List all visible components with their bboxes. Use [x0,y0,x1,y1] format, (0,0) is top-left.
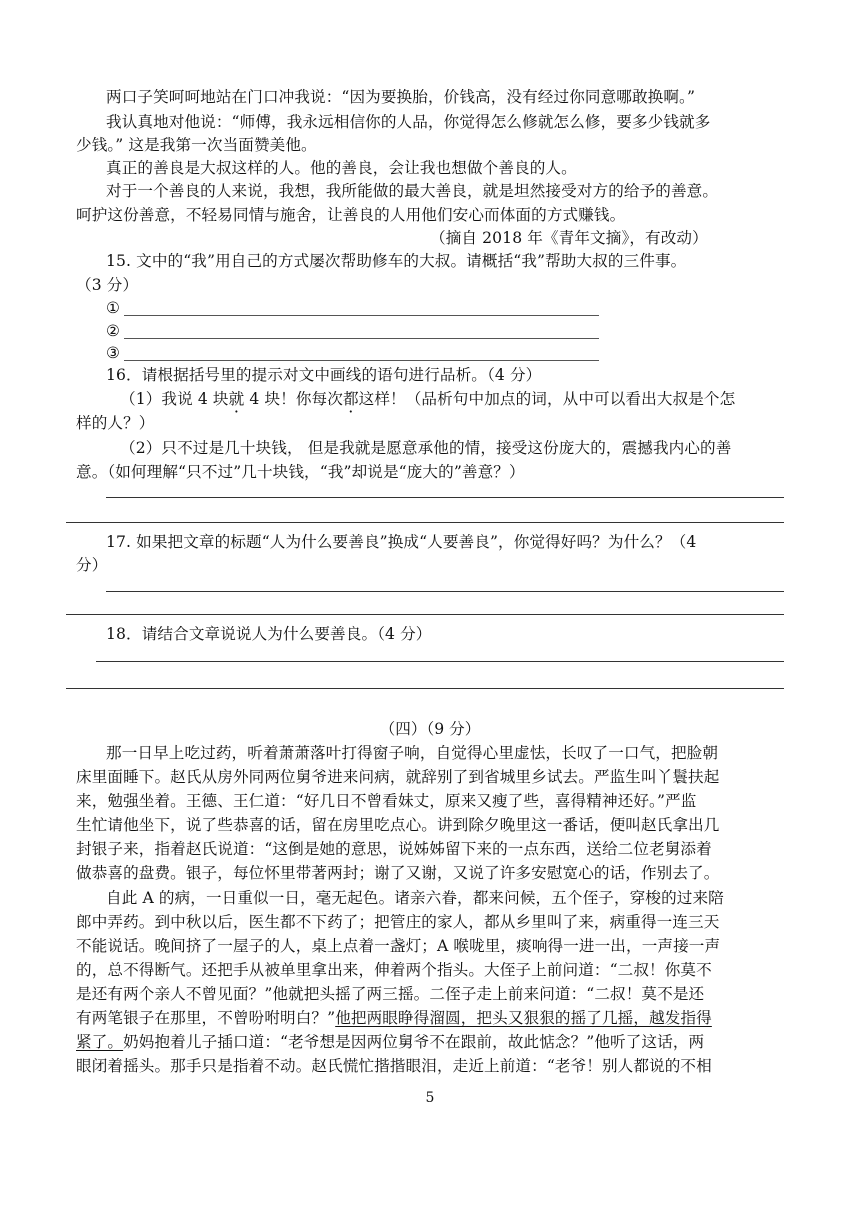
paragraph-line: 对于一个善良的人来说，我想，我所能做的最大善良，就是坦然接受对方的给予的善意。 [106,182,719,200]
answer-line[interactable] [106,591,784,592]
answer-line[interactable] [66,614,784,615]
answer-mark-1: ① [106,299,120,317]
section-heading: （四）（9 分） [379,720,481,738]
answer-line[interactable] [66,522,784,523]
question-16-2: （2）只不过是几十块钱， 但是我就是愿意承他的情，接受这份庞大的，震撼我内心的善 [120,439,732,457]
passage-line: 封银子来，指着赵氏说道：“这倒是她的意思，说姊姊留下来的一点东西，送给二位老舅添着 [76,840,712,858]
question-15: 15. 文中的“我”用自己的方式屡次帮助修车的大叔。请概括“我”帮助大叔的三件事。 [106,252,687,270]
question-15-score: （3 分） [76,276,139,294]
passage-line: 眼闭着摇头。那手只是指着不动。赵氏慌忙揩揩眼泪，走近上前道：“老爷！别人都说的不相 [76,1057,712,1075]
question-16-1-cont: 样的人？） [76,414,155,432]
passage-line: 不能说话。晚间挤了一屋子的人，桌上点着一盏灯；A 喉咙里，痰响得一进一出，一声接一声 [76,937,721,955]
passage-line: 郎中弄药。到中秋以后，医生都不下药了；把管庄的家人，都从乡里叫了来，病重得一连三天 [76,913,720,931]
page-number: 5 [425,1090,435,1106]
passage-line: 的，总不得断气。还把手从被单里拿出来，伸着两个指头。大侄子上前问道：“二叔！你莫不 [76,961,712,979]
question-18: 18．请结合文章说说人为什么要善良。（4 分） [106,625,432,643]
question-16: 16．请根据括号里的提示对文中画线的语句进行品析。（4 分） [106,366,542,384]
passage-line: 紧了。奶妈抱着儿子插口道：“老爷想是因两位舅爷不在跟前，故此惦念？”他听了这话，两 [76,1033,705,1051]
answer-line[interactable] [124,360,599,361]
passage-line: 生忙请他坐下，说了些恭喜的话，留在房里吃点心。讲到除夕晚里这一番话，便叫赵氏拿出几 [76,816,720,834]
question-17: 17. 如果把文章的标题“人为什么要善良”换成“人要善良”，你觉得好吗？为什么？（4 [106,533,697,551]
passage-line: 有两笔银子在那里，不曾吩咐明白？”他把两眼睁得溜圆，把头又狠狠的摇了几摇，越发指得 [76,1009,712,1027]
question-16-1: （1）我说 4 块就 4 块！你每次都这样！（品析句中加点的词，从中可以看出大叔是个怎 [120,390,736,408]
paragraph-line: 我认真地对他说：“师傅，我永远相信你的人品，你觉得怎么修就怎么修，要多少钱就多 [106,113,711,131]
paragraph-line: 呵护这份善意，不轻易同情与施舍，让善良的人用他们安心而体面的方式赚钱。 [76,206,626,224]
question-17-cont: 分） [76,556,108,574]
answer-line[interactable] [124,315,599,316]
emphasis-dot: 都 [342,390,359,408]
answer-mark-3: ③ [106,344,120,362]
answer-line[interactable] [96,661,784,662]
paragraph-line: 少钱。” 这是我第一次当面赞美他。 [76,136,317,154]
passage-line: 是还有两个亲人不曾见面？”他就把头摇了两三摇。二侄子走上前来问道：“二叔！莫不是还 [76,985,705,1003]
answer-line[interactable] [124,338,599,339]
passage-line: 做恭喜的盘费。银子，每位怀里带著两封；谢了又谢，又说了许多安慰宽心的话，作别去了。 [76,864,720,882]
answer-mark-2: ② [106,322,120,340]
passage-line: 床里面睡下。赵氏从房外同两位舅爷进来问病，就辞别了到省城里乡试去。严监生叫丫鬟扶起 [76,768,720,786]
answer-line[interactable] [66,688,784,689]
emphasis-dot: 就 [228,390,245,408]
paragraph-line: 真正的善良是大叔这样的人。他的善良，会让我也想做个善良的人。 [106,159,577,177]
answer-line[interactable] [106,497,784,498]
question-16-2-cont: 意。（如何理解“只不过”几十块钱，“我”却说是“庞大的”善意？） [76,463,525,481]
passage-line: 那一日早上吃过药，听着萧萧落叶打得窗子响，自觉得心里虚怯，长叹了一口气，把脸朝 [106,744,719,762]
underlined-sentence: 他把两眼睁得溜圆，把头又狠狠的摇了几摇，越发指得 [335,1009,712,1027]
passage-line: 来，勉强坐着。王德、王仁道：“好几日不曾看妹丈，原来又瘦了些，喜得精神还好。”严监 [76,792,697,810]
paragraph-line: 两口子笑呵呵地站在门口冲我说：“因为要换胎，价钱高，没有经过你同意哪敢换啊。” [106,88,696,106]
source-citation: （摘自 2018 年《青年文摘》，有改动） [430,229,708,247]
underlined-sentence: 紧了。 [76,1033,124,1051]
passage-line: 自此 A 的病，一日重似一日，毫无起色。诸亲六眷，都来问候，五个侄子，穿梭的过来陪 [106,889,724,907]
